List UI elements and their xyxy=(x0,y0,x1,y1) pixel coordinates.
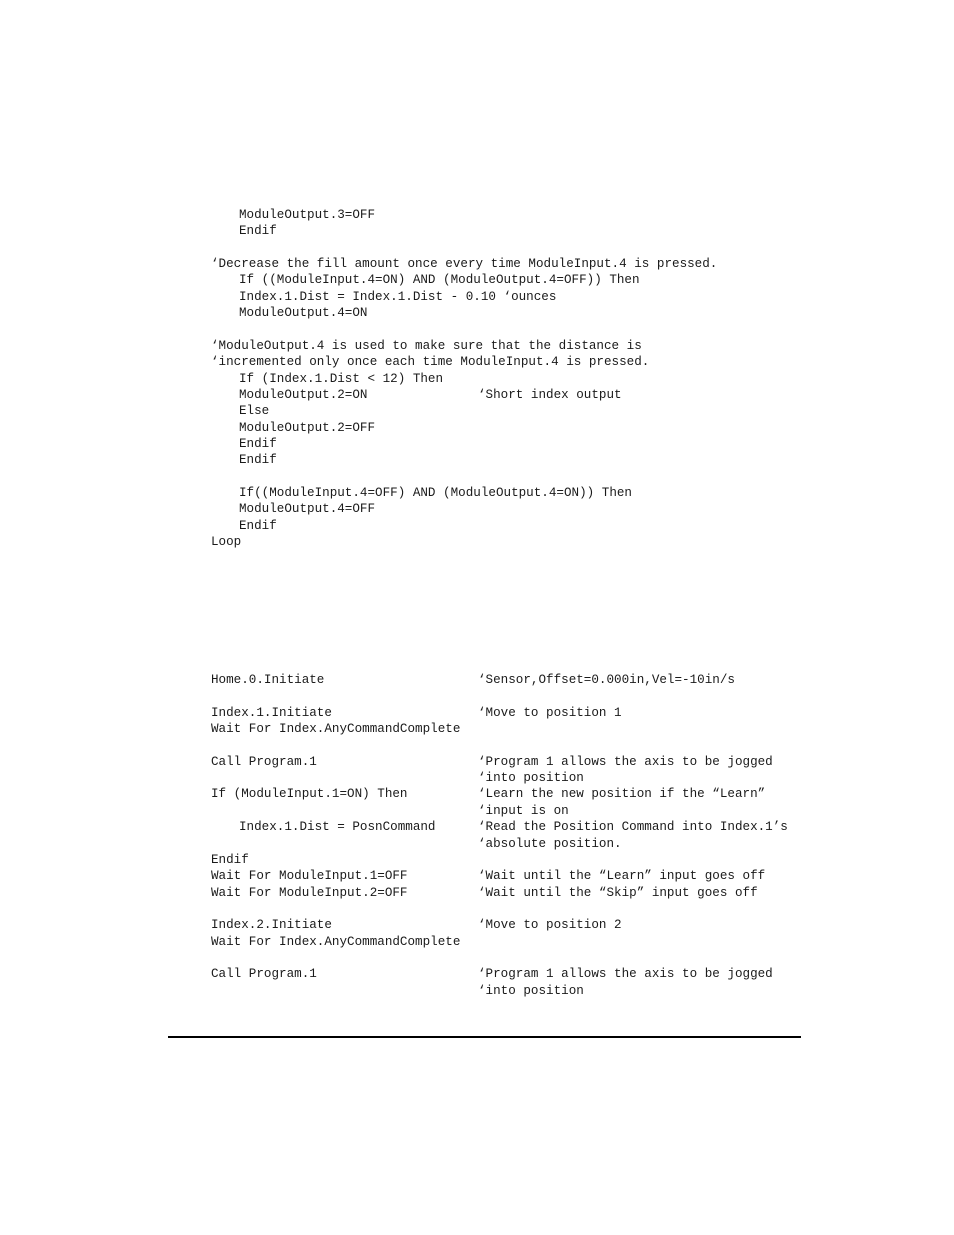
code-line: Loop xyxy=(211,535,242,549)
code-line: Index.1.Dist = Index.1.Dist - 0.10 ‘ounces xyxy=(239,290,557,304)
code-line: Call Program.1 xyxy=(211,967,317,981)
code-line: If((ModuleInput.4=OFF) AND (ModuleOutput.4=ON)) Then xyxy=(239,486,632,500)
code-comment: ‘absolute position. xyxy=(478,837,622,851)
code-line: Index.1.Dist = PosnCommand xyxy=(239,820,436,834)
code-line: If (Index.1.Dist < 12) Then xyxy=(239,372,444,386)
code-line: ModuleOutput.3=OFF xyxy=(239,208,376,222)
code-comment: ‘Wait until the “Skip” input goes off xyxy=(478,886,758,900)
code-line: Wait For ModuleInput.2=OFF xyxy=(211,886,408,900)
code-line: Wait For Index.AnyCommandComplete xyxy=(211,935,461,949)
code-comment: ‘Move to position 2 xyxy=(478,918,622,932)
footer-divider xyxy=(168,1036,801,1038)
code-line: ModuleOutput.4=OFF xyxy=(239,502,376,516)
code-line: If (ModuleInput.1=ON) Then xyxy=(211,787,408,801)
code-comment: ‘into position xyxy=(478,771,584,785)
code-comment: ‘Learn the new position if the “Learn” xyxy=(478,787,766,801)
code-comment: ‘Short index output xyxy=(478,388,622,402)
code-line: Else xyxy=(239,404,270,418)
code-comment: ‘Sensor,Offset=0.000in,Vel=-10in/s xyxy=(478,673,735,687)
code-comment: ‘Wait until the “Learn” input goes off xyxy=(478,869,766,883)
code-line: ‘Decrease the fill amount once every time ModuleInput.4 is pressed. xyxy=(211,257,718,271)
code-line: Endif xyxy=(239,453,277,467)
code-comment: ‘Move to position 1 xyxy=(478,706,622,720)
code-line: Endif xyxy=(239,224,277,238)
code-line: Wait For Index.AnyCommandComplete xyxy=(211,722,461,736)
code-line: Wait For ModuleInput.1=OFF xyxy=(211,869,408,883)
code-line: ‘incremented only once each time ModuleInput.4 is pressed. xyxy=(211,355,650,369)
code-line: Index.2.Initiate xyxy=(211,918,332,932)
code-comment: ‘input is on xyxy=(478,804,569,818)
code-comment: ‘Read the Position Command into Index.1’s xyxy=(478,820,788,834)
code-line: If ((ModuleInput.4=ON) AND (ModuleOutput.4=OFF)) Then xyxy=(239,273,640,287)
code-line: Call Program.1 xyxy=(211,755,317,769)
code-line: Home.0.Initiate xyxy=(211,673,325,687)
code-line: Index.1.Initiate xyxy=(211,706,332,720)
code-line: Endif xyxy=(211,853,249,867)
code-line: Endif xyxy=(239,437,277,451)
code-line: ModuleOutput.2=OFF xyxy=(239,421,376,435)
code-line: ‘ModuleOutput.4 is used to make sure that the distance is xyxy=(211,339,642,353)
code-comment: ‘Program 1 allows the axis to be jogged xyxy=(478,755,773,769)
code-comment: ‘into position xyxy=(478,984,584,998)
code-line: ModuleOutput.2=ON xyxy=(239,388,368,402)
code-line: ModuleOutput.4=ON xyxy=(239,306,368,320)
code-comment: ‘Program 1 allows the axis to be jogged xyxy=(478,967,773,981)
code-line: Endif xyxy=(239,519,277,533)
